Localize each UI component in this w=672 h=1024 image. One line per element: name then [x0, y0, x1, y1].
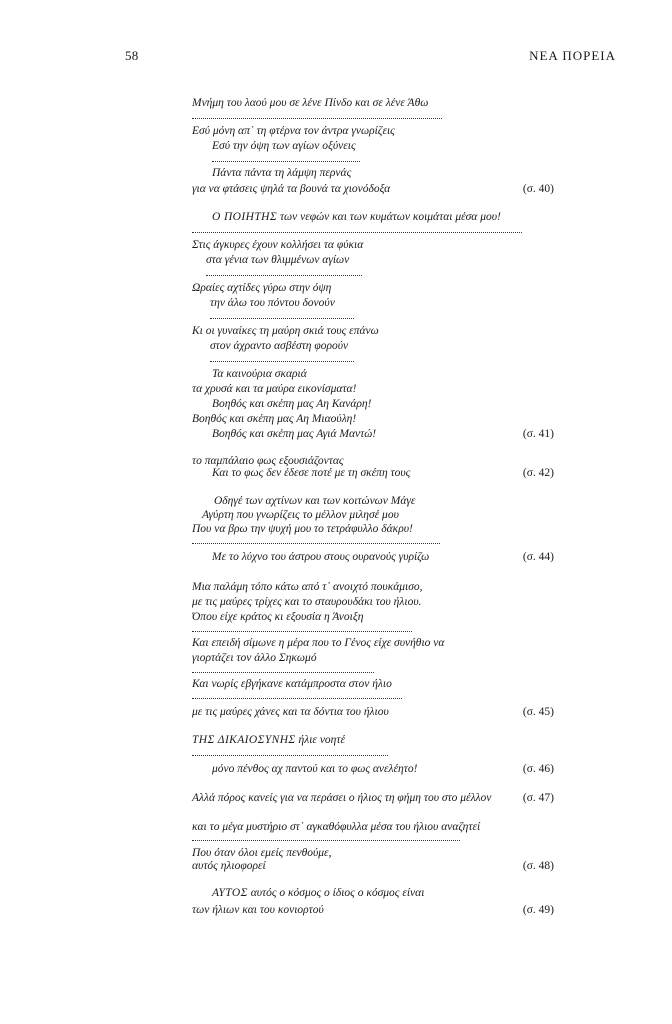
verse-line: Που όταν όλοι εμείς πενθούμε, [192, 847, 332, 859]
verse-line: Εσύ μόνη απ᾽ τη φτέρνα τον άντρα γνωρίζεις [192, 125, 395, 137]
ellipsis-separator [210, 318, 354, 319]
verse-line: το παμπάλαιο φως εξουσιάζοντας [192, 455, 344, 467]
verse-rest: των νεφών και των κυμάτων κοιμάται μέσα μου! [277, 211, 501, 223]
page-reference: (σ. 44) [522, 551, 554, 563]
ellipsis-separator [192, 543, 440, 544]
verse-line: Μνήμη του λαού μου σε λένε Πίνδο και σε λένε Άθω [192, 97, 429, 109]
ellipsis-separator [192, 755, 388, 756]
ellipsis-separator [212, 161, 360, 162]
verse-line: Και νωρίς εβγήκανε κατάμπροστα στον ήλιο [192, 678, 392, 690]
ellipsis-separator [192, 672, 374, 673]
ellipsis-separator [192, 118, 442, 119]
verse-line: στα γένια των θλιμμένων αγίων [206, 254, 350, 266]
page-reference: (σ. 47) [522, 792, 554, 804]
verse-line: Με το λύχνο του άστρου στους ουρανούς γυρίζω [212, 551, 430, 563]
verse-line: μόνο πένθος αχ παντού και το φως ανελέητο! [212, 763, 418, 775]
page-reference: (σ. 41) [522, 428, 554, 440]
page-reference: (σ. 49) [522, 904, 554, 916]
verse-line: των ήλιων και του κονιορτού [192, 904, 324, 916]
ellipsis-separator [192, 698, 402, 699]
verse-line: Όπου είχε κράτος κι εξουσία η Άνοιξη [192, 611, 364, 623]
verse-line: Αλλά πόρος κανείς για να περάσει ο ήλιος τη φήμη του στο μέλλον [192, 792, 492, 804]
verse-line: Κι οι γυναίκες τη μαύρη σκιά τους επάνω [192, 325, 379, 337]
page-reference: (σ. 40) [522, 183, 554, 195]
verse-line: αυτός ηλιοφορεί [192, 860, 266, 872]
verse-line [212, 886, 424, 900]
verse-line: Που να βρω την ψυχή μου το τετράφυλλο δάκρυ! [192, 523, 413, 535]
verse-line: για να φτάσεις ψηλά τα βουνά τα χιονόδοξα [192, 183, 391, 195]
verse-line: Τα καινούρια σκαριά [212, 368, 307, 380]
page-reference: (σ. 46) [522, 763, 554, 775]
verse-line: Οδηγέ των αχτίνων και των κοιτώνων Μάγε [214, 495, 416, 507]
ellipsis-separator [192, 232, 522, 233]
verse-line: γιορτάζει τον άλλο Σηκωμό [192, 652, 317, 664]
verse-rest: ήλιε νοητέ [295, 734, 346, 746]
verse-line: την άλω του πόντου δονούν [210, 297, 335, 309]
verse-line: Ωραίες αχτίδες γύρω στην όψη [192, 282, 332, 294]
verse-line: και το μέγα μυστήριο στ᾽ αγκαθόφυλλα μέσα του ήλιου αναζητεί [192, 821, 481, 833]
verse-caps: ΑΥΤΟΣ [212, 887, 248, 899]
verse-line: με τις μαύρες χάνες και τα δόντια του ήλιου [192, 706, 389, 718]
verse-line: Πάντα πάντα τη λάμψη περνάς [212, 167, 352, 179]
verse-line [192, 733, 345, 747]
verse-line [212, 210, 501, 224]
page-number: 58 [125, 48, 139, 63]
page-reference: (σ. 48) [522, 860, 554, 872]
verse-caps: Ο ΠΟΙΗΤΗΣ [212, 211, 278, 223]
verse-line: Βοηθός και σκέπη μας Αη Κανάρη! [212, 398, 372, 410]
verse-rest: αυτός ο κόσμος ο ίδιος ο κόσμος είναι [247, 887, 425, 899]
verse-line: τα χρυσά και τα μαύρα εικονίσματα! [192, 383, 357, 395]
ellipsis-separator [192, 631, 412, 632]
verse-line: Βοηθός και σκέπη μας Αη Μιαούλη! [192, 413, 357, 425]
ellipsis-separator [206, 275, 362, 276]
verse-line: Αγύρτη που γνωρίζεις το μέλλον μιλησέ μου [202, 509, 399, 521]
running-title: ΝΕΑ ΠΟΡΕΙΑ [529, 48, 616, 63]
verse-line: Στις άγκυρες έχουν κολλήσει τα φύκια [192, 239, 364, 251]
verse-line: Και το φως δεν έδεσε ποτέ με τη σκέπη τους [212, 467, 411, 479]
verse-line: Εσύ την όψη των αγίων οξύνεις [212, 140, 356, 152]
verse-line: Και επειδή σίμωνε η μέρα που το Γένος είχε συνήθιο να [192, 637, 445, 649]
verse-line: Βοηθός και σκέπη μας Αγιά Μαντώ! [212, 428, 377, 440]
ellipsis-separator [192, 840, 460, 841]
page-reference: (σ. 45) [522, 706, 554, 718]
verse-line: Μια παλάμη τόπο κάτω από τ᾽ ανοιχτό πουκάμισο, [192, 581, 423, 593]
verse-line: στον άχραντο ασβέστη φορούν [210, 340, 349, 352]
page-reference: (σ. 42) [522, 467, 554, 479]
verse-line: με τις μαύρες τρίχες και το σταυρουδάκι του ήλιου. [192, 596, 422, 608]
ellipsis-separator [210, 361, 354, 362]
verse-caps: ΤΗΣ ΔΙΚΑΙΟΣΥΝΗΣ [192, 734, 296, 746]
